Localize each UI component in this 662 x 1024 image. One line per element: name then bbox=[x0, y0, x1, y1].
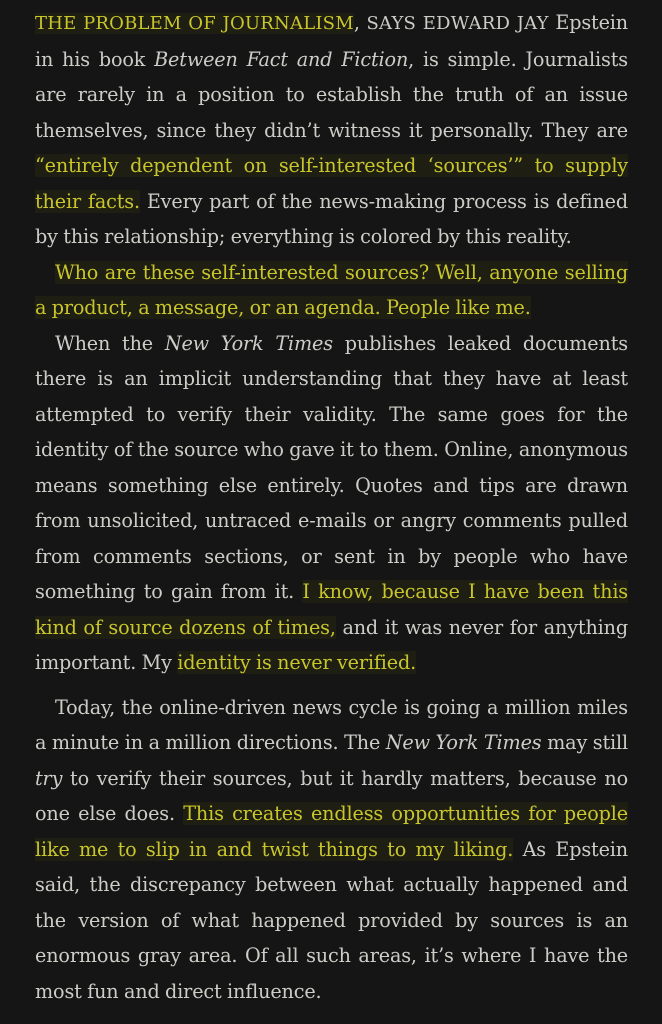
book-page bbox=[35, 5, 628, 1009]
body-text: When the bbox=[55, 331, 165, 355]
emphasis-text: try bbox=[35, 766, 63, 790]
body-text: publishes leaked documents there is an implicit understanding that they have at least attempted to verify their validity. The same goes for the identity of the source who gave it to them. Online, anonymous means something else entirely. Quotes and tips are drawn from unsolicited, untraced e-mails or angry comments pulled from comments sections, or sent in by people who have something to gain from it. bbox=[35, 331, 628, 603]
paragraph-2 bbox=[35, 255, 628, 326]
paragraph-3 bbox=[35, 326, 628, 681]
body-text: , is simple. Journalists are rarely in a position to establish the truth of an issue themselves, since they didn’t witness it personally. They are bbox=[35, 47, 628, 142]
highlighted-text[interactable]: This creates endless opportunities for people like me to slip in and twist things to my liking. bbox=[35, 802, 628, 861]
publication-name: New York Times bbox=[385, 731, 542, 754]
body-text: Today, the online-driven news cycle is going a million miles a minute in a million directions. The bbox=[35, 695, 628, 754]
paragraph-1 bbox=[35, 5, 628, 255]
highlighted-text[interactable]: “entirely dependent on self-interested ‘sources’” to supply their facts. bbox=[35, 154, 628, 213]
body-text: and it was never for anything important. My bbox=[35, 615, 628, 674]
paragraph-4 bbox=[35, 690, 628, 1010]
body-text: As Epstein said, the discrepancy between what actually happened and the version of what happened provided by sources is an enormous gray area. Of all such areas, it’s where I have the most fun and direct influence. bbox=[35, 837, 628, 1003]
book-title: Between Fact and Fiction bbox=[154, 47, 409, 71]
body-text: Epstein in his book bbox=[35, 11, 628, 71]
body-text: Every part of the news-making process is defined by this relationship; everything is colored by this reality. bbox=[35, 189, 628, 248]
small-caps-text: SAYS EDWARD JAY bbox=[366, 13, 549, 34]
body-text: to verify their sources, but it hardly matters, because no one else does. bbox=[35, 766, 628, 825]
highlighted-text[interactable]: I know, because I have been this kind of source dozens of times, bbox=[35, 580, 629, 639]
highlighted-text[interactable]: Who are these self-interested sources? Well, anyone selling a product, a message, or an agenda. People like me. bbox=[35, 260, 628, 319]
body-text: may still bbox=[541, 731, 628, 754]
highlighted-text[interactable]: identity is never verified. bbox=[177, 651, 417, 674]
highlighted-small-caps-text[interactable]: THE PROBLEM OF JOURNALISM bbox=[35, 13, 354, 34]
publication-name: New York Times bbox=[164, 331, 333, 355]
body-text: , bbox=[353, 11, 367, 34]
